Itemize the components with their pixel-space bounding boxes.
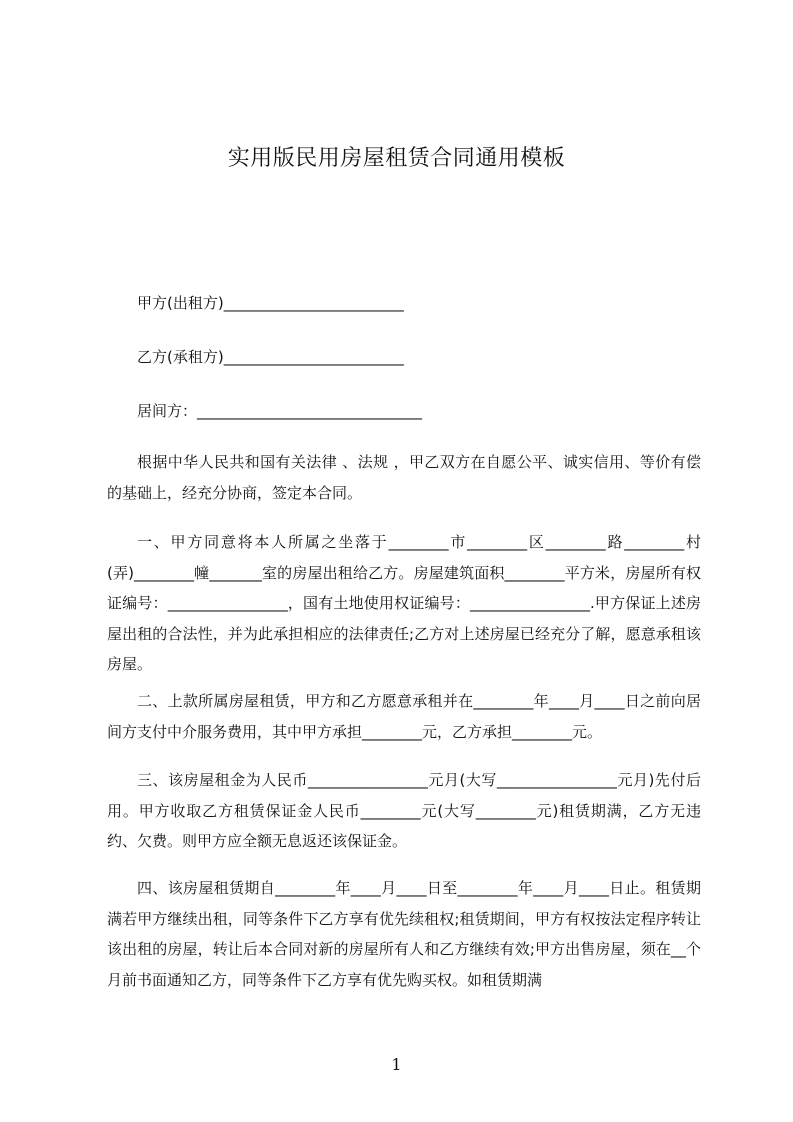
paragraph-clause-4: 四、该房屋租赁期自________年____月____日至________年____月____日止。租赁期满若甲方继续出租，同等条件下乙方享有优先续租权;租赁期间，甲方有权按法定程序转让该出租的房屋，转让后本合同对新的房屋所有人和乙方继续有效;甲方出售房屋，须在__个月前书面通知乙方，同等条件下乙方享有优先购买权。如租赁期满 xyxy=(107,879,701,989)
party-lessor-line: 甲方(出租方)________________________ xyxy=(137,294,404,312)
page-number: 1 xyxy=(391,1055,402,1074)
paragraph-clause-2: 二、上款所属房屋租赁，甲方和乙方愿意承租并在________年____月____日之前向居间方支付中介服务费用，其中甲方承担________元，乙方承担________元。 xyxy=(107,692,701,741)
document-title: 实用版民用房屋租赁合同通用模板 xyxy=(227,146,566,171)
party-lessee-line: 乙方(承租方)________________________ xyxy=(137,348,404,366)
paragraph-clause-1: 一、甲方同意将本人所属之坐落于________市________区________路________村(弄)________幢_______室的房屋出租给乙方。房屋建筑面积________平方米，房屋所有权证编号：________________，国有土地使用权证编号：________________.甲方保证上述房屋出租的合法性，并为此承担相应的法律责任;乙方对上述房屋已经充分了解，愿意承租该房屋。 xyxy=(107,533,701,673)
paragraph-preamble: 根据中华人民共和国有关法律 、法规 ，甲乙双方在自愿公平、诚实信用、等价有偿的基础上，经充分协商，签定本合同。 xyxy=(107,453,701,502)
paragraph-clause-3: 三、该房屋租金为人民币________________元月(大写________________元月)先付后用。甲方收取乙方租赁保证金人民币________元(大写________元)租赁期满，乙方无违约、欠费。则甲方应全额无息返还该保证金。 xyxy=(107,771,701,850)
party-agent-line: 居间方：______________________________ xyxy=(137,402,423,420)
